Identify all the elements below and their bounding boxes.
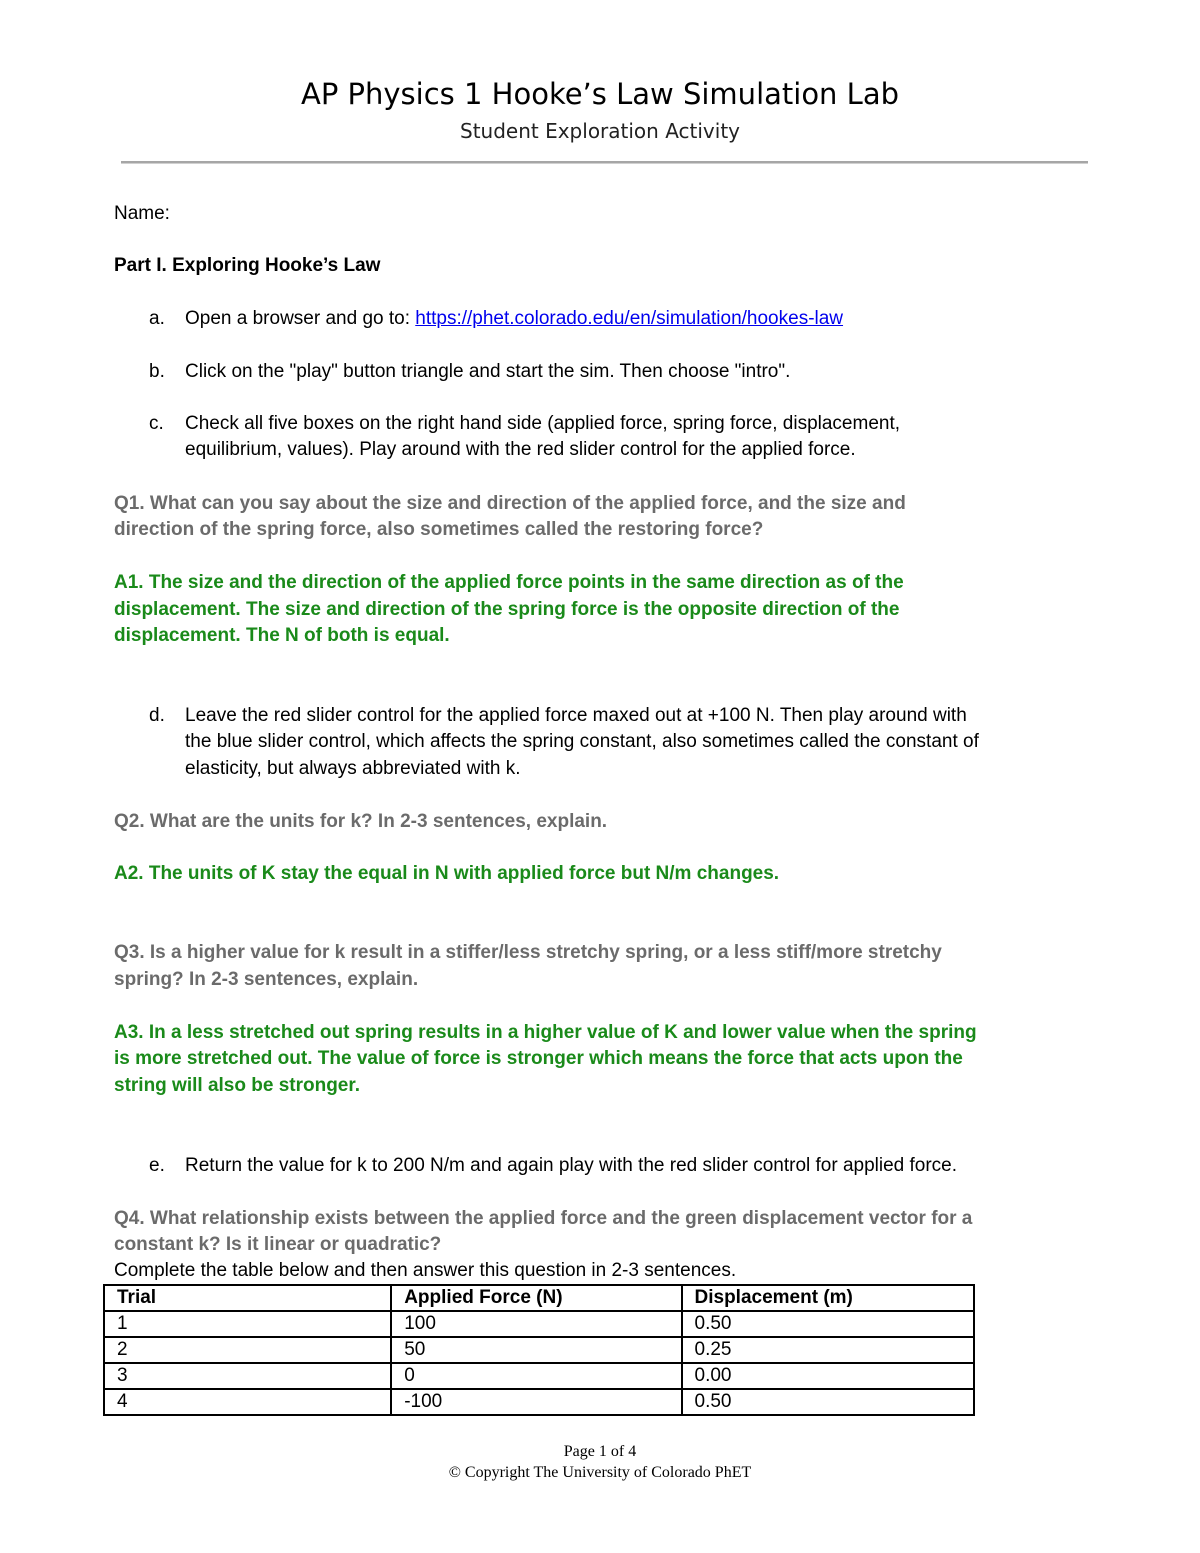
step-a-text: Open a browser and go to: xyxy=(185,308,416,329)
cell-applied-force[interactable]: 100 xyxy=(391,1311,681,1337)
step-d-letter: d. xyxy=(149,705,165,726)
question-3-line2: spring? In 2-3 sentences, explain. xyxy=(114,969,419,990)
step-d-line1: Leave the red slider control for the applied force maxed out at +100 N. Then play around with xyxy=(185,705,967,726)
cell-applied-force[interactable]: 0 xyxy=(391,1363,681,1389)
step-d-line3: elasticity, but always abbreviated with k. xyxy=(185,758,521,779)
cell-applied-force[interactable]: 50 xyxy=(391,1337,681,1363)
answer-3-line1: A3. In a less stretched out spring results in a higher value of K and lower value when the spring xyxy=(114,1022,977,1043)
table-row xyxy=(104,1311,974,1337)
answer-1-line1: A1. The size and the direction of the applied force points in the same direction as of the xyxy=(114,572,904,593)
name-label: Name: xyxy=(114,203,170,224)
step-e-text: Return the value for k to 200 N/m and again play with the red slider control for applied force. xyxy=(185,1155,958,1176)
table-row xyxy=(104,1337,974,1363)
table-intro: Complete the table below and then answer this question in 2-3 sentences. xyxy=(114,1260,737,1281)
step-e-letter: e. xyxy=(149,1155,165,1176)
cell-trial[interactable]: 4 xyxy=(104,1389,391,1415)
step-d-line2: the blue slider control, which affects the spring constant, also sometimes called the constant of xyxy=(185,731,979,752)
cell-displacement[interactable]: 0.50 xyxy=(682,1389,975,1415)
answer-1-line3: displacement. The N of both is equal. xyxy=(114,625,450,646)
question-3-line1: Q3. Is a higher value for k result in a stiffer/less stretchy spring, or a less stiff/more stretchy xyxy=(114,942,942,963)
step-a-letter: a. xyxy=(149,308,165,329)
copyright-notice: © Copyright The University of Colorado PhET xyxy=(448,1464,752,1481)
column-header-trial: Trial xyxy=(104,1285,391,1311)
step-c-line2: equilibrium, values). Play around with the red slider control for the applied force. xyxy=(185,439,856,460)
answer-3-line2: is more stretched out. The value of force is stronger which means the force that acts upon the xyxy=(114,1048,963,1069)
answer-2: A2. The units of K stay the equal in N with applied force but N/m changes. xyxy=(114,863,780,884)
cell-displacement[interactable]: 0.50 xyxy=(682,1311,975,1337)
table-header-row xyxy=(104,1285,974,1311)
question-4-line1: Q4. What relationship exists between the applied force and the green displacement vector for a xyxy=(114,1208,973,1229)
column-header-displacement: Displacement (m) xyxy=(682,1285,975,1311)
step-b-text: Click on the "play" button triangle and start the sim. Then choose "intro". xyxy=(185,361,791,382)
cell-applied-force[interactable]: -100 xyxy=(391,1389,681,1415)
question-1-line2: direction of the spring force, also sometimes called the restoring force? xyxy=(114,519,764,540)
cell-trial[interactable]: 2 xyxy=(104,1337,391,1363)
data-table xyxy=(103,1284,975,1416)
header-divider xyxy=(121,161,1088,164)
page-number: Page 1 of 4 xyxy=(563,1443,637,1460)
step-c-letter: c. xyxy=(149,413,164,434)
column-header-applied-force: Applied Force (N) xyxy=(391,1285,681,1311)
page-subtitle: Student Exploration Activity xyxy=(460,119,740,143)
answer-1-line2: displacement. The size and direction of the spring force is the opposite direction of the xyxy=(114,599,900,620)
part1-heading: Part I. Exploring Hooke’s Law xyxy=(114,255,381,276)
step-c-line1: Check all five boxes on the right hand side (applied force, spring force, displacement, xyxy=(185,413,901,434)
answer-3-line3: string will also be stronger. xyxy=(114,1075,360,1096)
question-2: Q2. What are the units for k? In 2-3 sentences, explain. xyxy=(114,811,608,832)
cell-displacement[interactable]: 0.00 xyxy=(682,1363,975,1389)
step-a xyxy=(185,306,843,333)
cell-displacement[interactable]: 0.25 xyxy=(682,1337,975,1363)
cell-trial[interactable]: 1 xyxy=(104,1311,391,1337)
table-row xyxy=(104,1363,974,1389)
cell-trial[interactable]: 3 xyxy=(104,1363,391,1389)
phet-link[interactable]: https://phet.colorado.edu/en/simulation/hookes-law xyxy=(415,308,844,329)
question-4-line2: constant k? Is it linear or quadratic? xyxy=(114,1234,442,1255)
table-row xyxy=(104,1389,974,1415)
question-1-line1: Q1. What can you say about the size and direction of the applied force, and the size and xyxy=(114,493,906,514)
step-b-letter: b. xyxy=(149,361,165,382)
page-title: AP Physics 1 Hooke’s Law Simulation Lab xyxy=(300,77,899,111)
